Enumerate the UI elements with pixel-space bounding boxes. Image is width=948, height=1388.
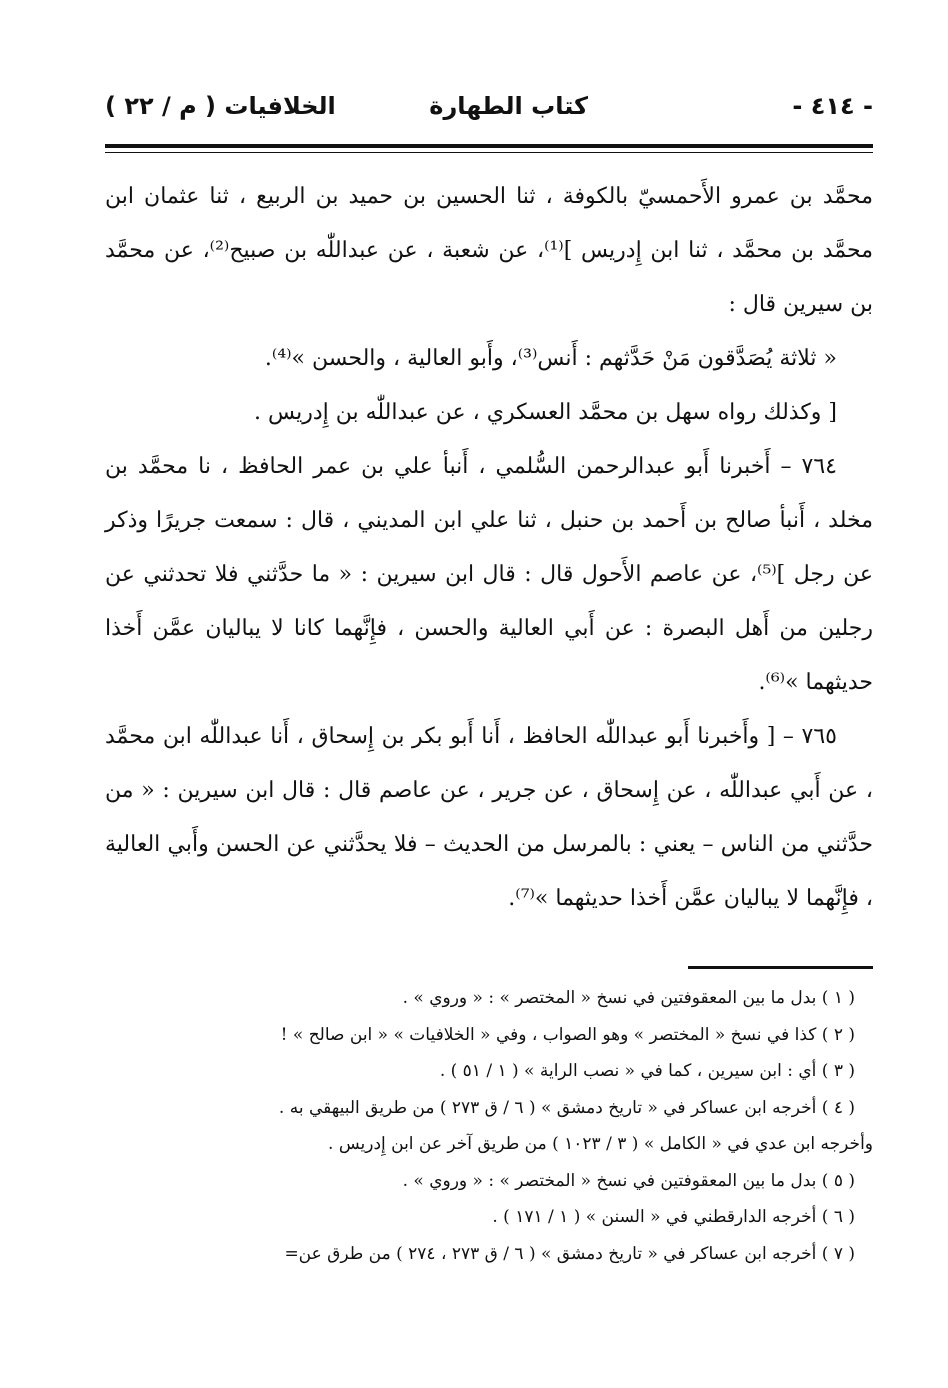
footnote: ( ٥ ) بدل ما بين المعقوفتين في نسخ « المختصر » : « وروي » .: [402, 1170, 855, 1191]
paragraph: [ وكذلك رواه سهل بن محمَّد العسكري ، عن عبداللّٰه بن إِدريس .: [254, 400, 837, 425]
running-header: [105, 92, 873, 132]
footnote: ( ٦ ) أخرجه الدارقطني في « السنن » ( ١ / ١٧١ ) .: [492, 1207, 855, 1227]
volume-label: الخلافيات ( م / ٢٢ ): [105, 92, 336, 120]
footnote-continuation: وأخرجه ابن عدي في « الكامل » ( ٣ / ١٠٢٣ ) من طريق آخر عن ابن إِدريس .: [328, 1134, 873, 1154]
footnote: ( ٤ ) أخرجه ابن عساكر في « تاريخ دمشق » ( ٦ / ق ٢٧٣ ) من طريق البيهقي به .: [278, 1097, 855, 1118]
page-number: - ٤١٤ -: [792, 92, 873, 120]
footnotes: [105, 980, 873, 1272]
header-rule-thick: [105, 144, 873, 148]
paragraph: ٧٦٤ – أَخبرنا أَبو عبدالرحمن السُّلمي ، أَنبأ علي بن عمر الحافظ ، نا محمَّد بن مخلد ، أَنبأ صالح بن أَحمد بن حنبل ، ثنا علي ابن المديني ، قال : سمعت جريرًا وذكر عن رجل ]⁽⁵⁾، عن عاصم الأَحول قال : قال ابن سيرين : « ما حدَّثني فلا تحدثني عن رجلين من أَهل البصرة : عن أَبي العالية والحسن ، فإِنَّهما كانا لا يباليان عمَّن أَخذا حديثهما »⁽⁶⁾.: [105, 454, 874, 695]
footnote: ( ٣ ) أي : ابن سيرين ، كما في « نصب الراية » ( ١ / ٥١ ) .: [439, 1061, 855, 1081]
book-title: كتاب الطهارة: [429, 92, 588, 120]
main-text: [105, 170, 873, 926]
paragraph: ٧٦٥ – [ وأَخبرنا أَبو عبداللّٰه الحافظ ، أَنا أَبو بكر بن إِسحاق ، أَنا عبداللّٰه ابن محمَّد ، عن أَبي عبداللّٰه ، عن إِسحاق ، عن جرير ، عن عاصم قال : قال ابن سيرين : « من حدَّثني من الناس – يعني : بالمرسل من الحديث – فلا يحدَّثني عن الحسن وأَبي العالية ، فإِنَّهما لا يباليان عمَّن أَخذا حديثهما »⁽⁷⁾.: [105, 724, 873, 911]
footnote: ( ٧ ) أخرجه ابن عساكر في « تاريخ دمشق » ( ٦ / ق ٢٧٣ ، ٢٧٤ ) من طرق عن=: [284, 1243, 855, 1264]
header-rule-thin: [105, 152, 873, 153]
footnote-separator: [688, 966, 873, 969]
footnote: ( ١ ) بدل ما بين المعقوفتين في نسخ « المختصر » : « وروي » .: [402, 988, 855, 1008]
paragraph: « ثلاثة يُصَدَّقون مَنْ حَدَّثهم : أَنس⁽³⁾، وأَبو العالية ، والحسن »⁽⁴⁾.: [264, 346, 837, 371]
footnote: ( ٢ ) كذا في نسخ « المختصر » وهو الصواب ، وفي « الخلافيات » « ابن صالح » !: [280, 1024, 855, 1045]
paragraph: محمَّد بن عمرو الأَحمسيّ بالكوفة ، ثنا الحسين بن حميد بن الربيع ، ثنا عثمان ابن محمَّد بن محمَّد ، ثنا ابن إِدريس ]⁽¹⁾، عن شعبة ، عن عبداللّٰه بن صبيح⁽²⁾، عن محمَّد بن سيرين قال :: [105, 184, 873, 317]
